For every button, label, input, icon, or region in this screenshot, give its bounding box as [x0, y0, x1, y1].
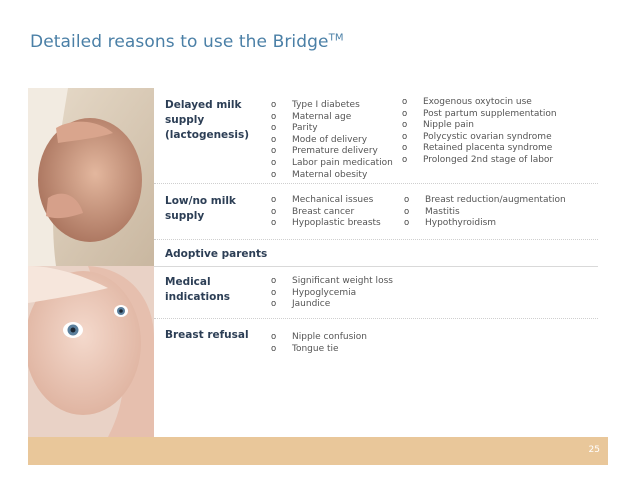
photo-illustration — [28, 88, 154, 437]
baby-pupil-left — [71, 328, 76, 333]
reasons-column-1 — [271, 195, 381, 230]
list-item: o Hypoplastic breasts — [271, 218, 381, 230]
row-label: Medical indications — [165, 276, 231, 303]
list-item: o Premature delivery — [271, 146, 393, 158]
baby-pupil-right — [119, 309, 123, 313]
list-item: o Mode of delivery — [271, 135, 393, 147]
list-item: o Polycystic ovarian syndrome — [402, 132, 557, 144]
row-adoptive-parents — [154, 240, 598, 267]
row-label: Low/no milk supply — [165, 195, 236, 222]
list-item: o Nipple confusion — [271, 332, 367, 344]
list-item: o Mastitis — [404, 207, 566, 219]
row-label: Adoptive parents — [165, 248, 268, 260]
reasons-column-1 — [271, 276, 393, 311]
slide-title-text: Detailed reasons to use the Bridge — [30, 32, 329, 52]
list-item: o Significant weight loss — [271, 276, 393, 288]
list-item: o Prolonged 2nd stage of labor — [402, 155, 557, 167]
list-item: o Mechanical issues — [271, 195, 381, 207]
side-photo — [28, 88, 154, 437]
list-item: o Post partum supplementation — [402, 109, 557, 121]
footer-bar — [28, 437, 608, 465]
list-item: o Nipple pain — [402, 120, 557, 132]
row-breast-refusal — [154, 319, 598, 379]
reasons-column-1 — [271, 100, 393, 181]
trademark-superscript: TM — [328, 32, 344, 44]
page-number: 25 — [588, 445, 600, 455]
row-label: Breast refusal — [165, 329, 249, 341]
row-medical-indications — [154, 267, 598, 319]
list-item: o Jaundice — [271, 299, 393, 311]
row-low-milk-supply — [154, 184, 598, 240]
reasons-column-1 — [271, 332, 367, 355]
reasons-column-2 — [402, 97, 557, 167]
list-item: o Maternal age — [271, 112, 393, 124]
list-item: o Hypothyroidism — [404, 218, 566, 230]
list-item: o Maternal obesity — [271, 170, 393, 182]
list-item: o Breast cancer — [271, 207, 381, 219]
slide-title — [30, 32, 344, 52]
list-item: o Type I diabetes — [271, 100, 393, 112]
list-item: o Hypoglycemia — [271, 288, 393, 300]
row-label: Delayed milk supply (lactogenesis) — [165, 99, 250, 141]
list-item: o Retained placenta syndrome — [402, 143, 557, 155]
reasons-column-2 — [404, 195, 566, 230]
list-item: o Breast reduction/augmentation — [404, 195, 566, 207]
list-item: o Tongue tie — [271, 344, 367, 356]
reasons-table — [154, 88, 598, 437]
list-item: o Labor pain medication — [271, 158, 393, 170]
row-delayed-milk-supply — [154, 88, 598, 184]
list-item: o Exogenous oxytocin use — [402, 97, 557, 109]
list-item: o Parity — [271, 123, 393, 135]
